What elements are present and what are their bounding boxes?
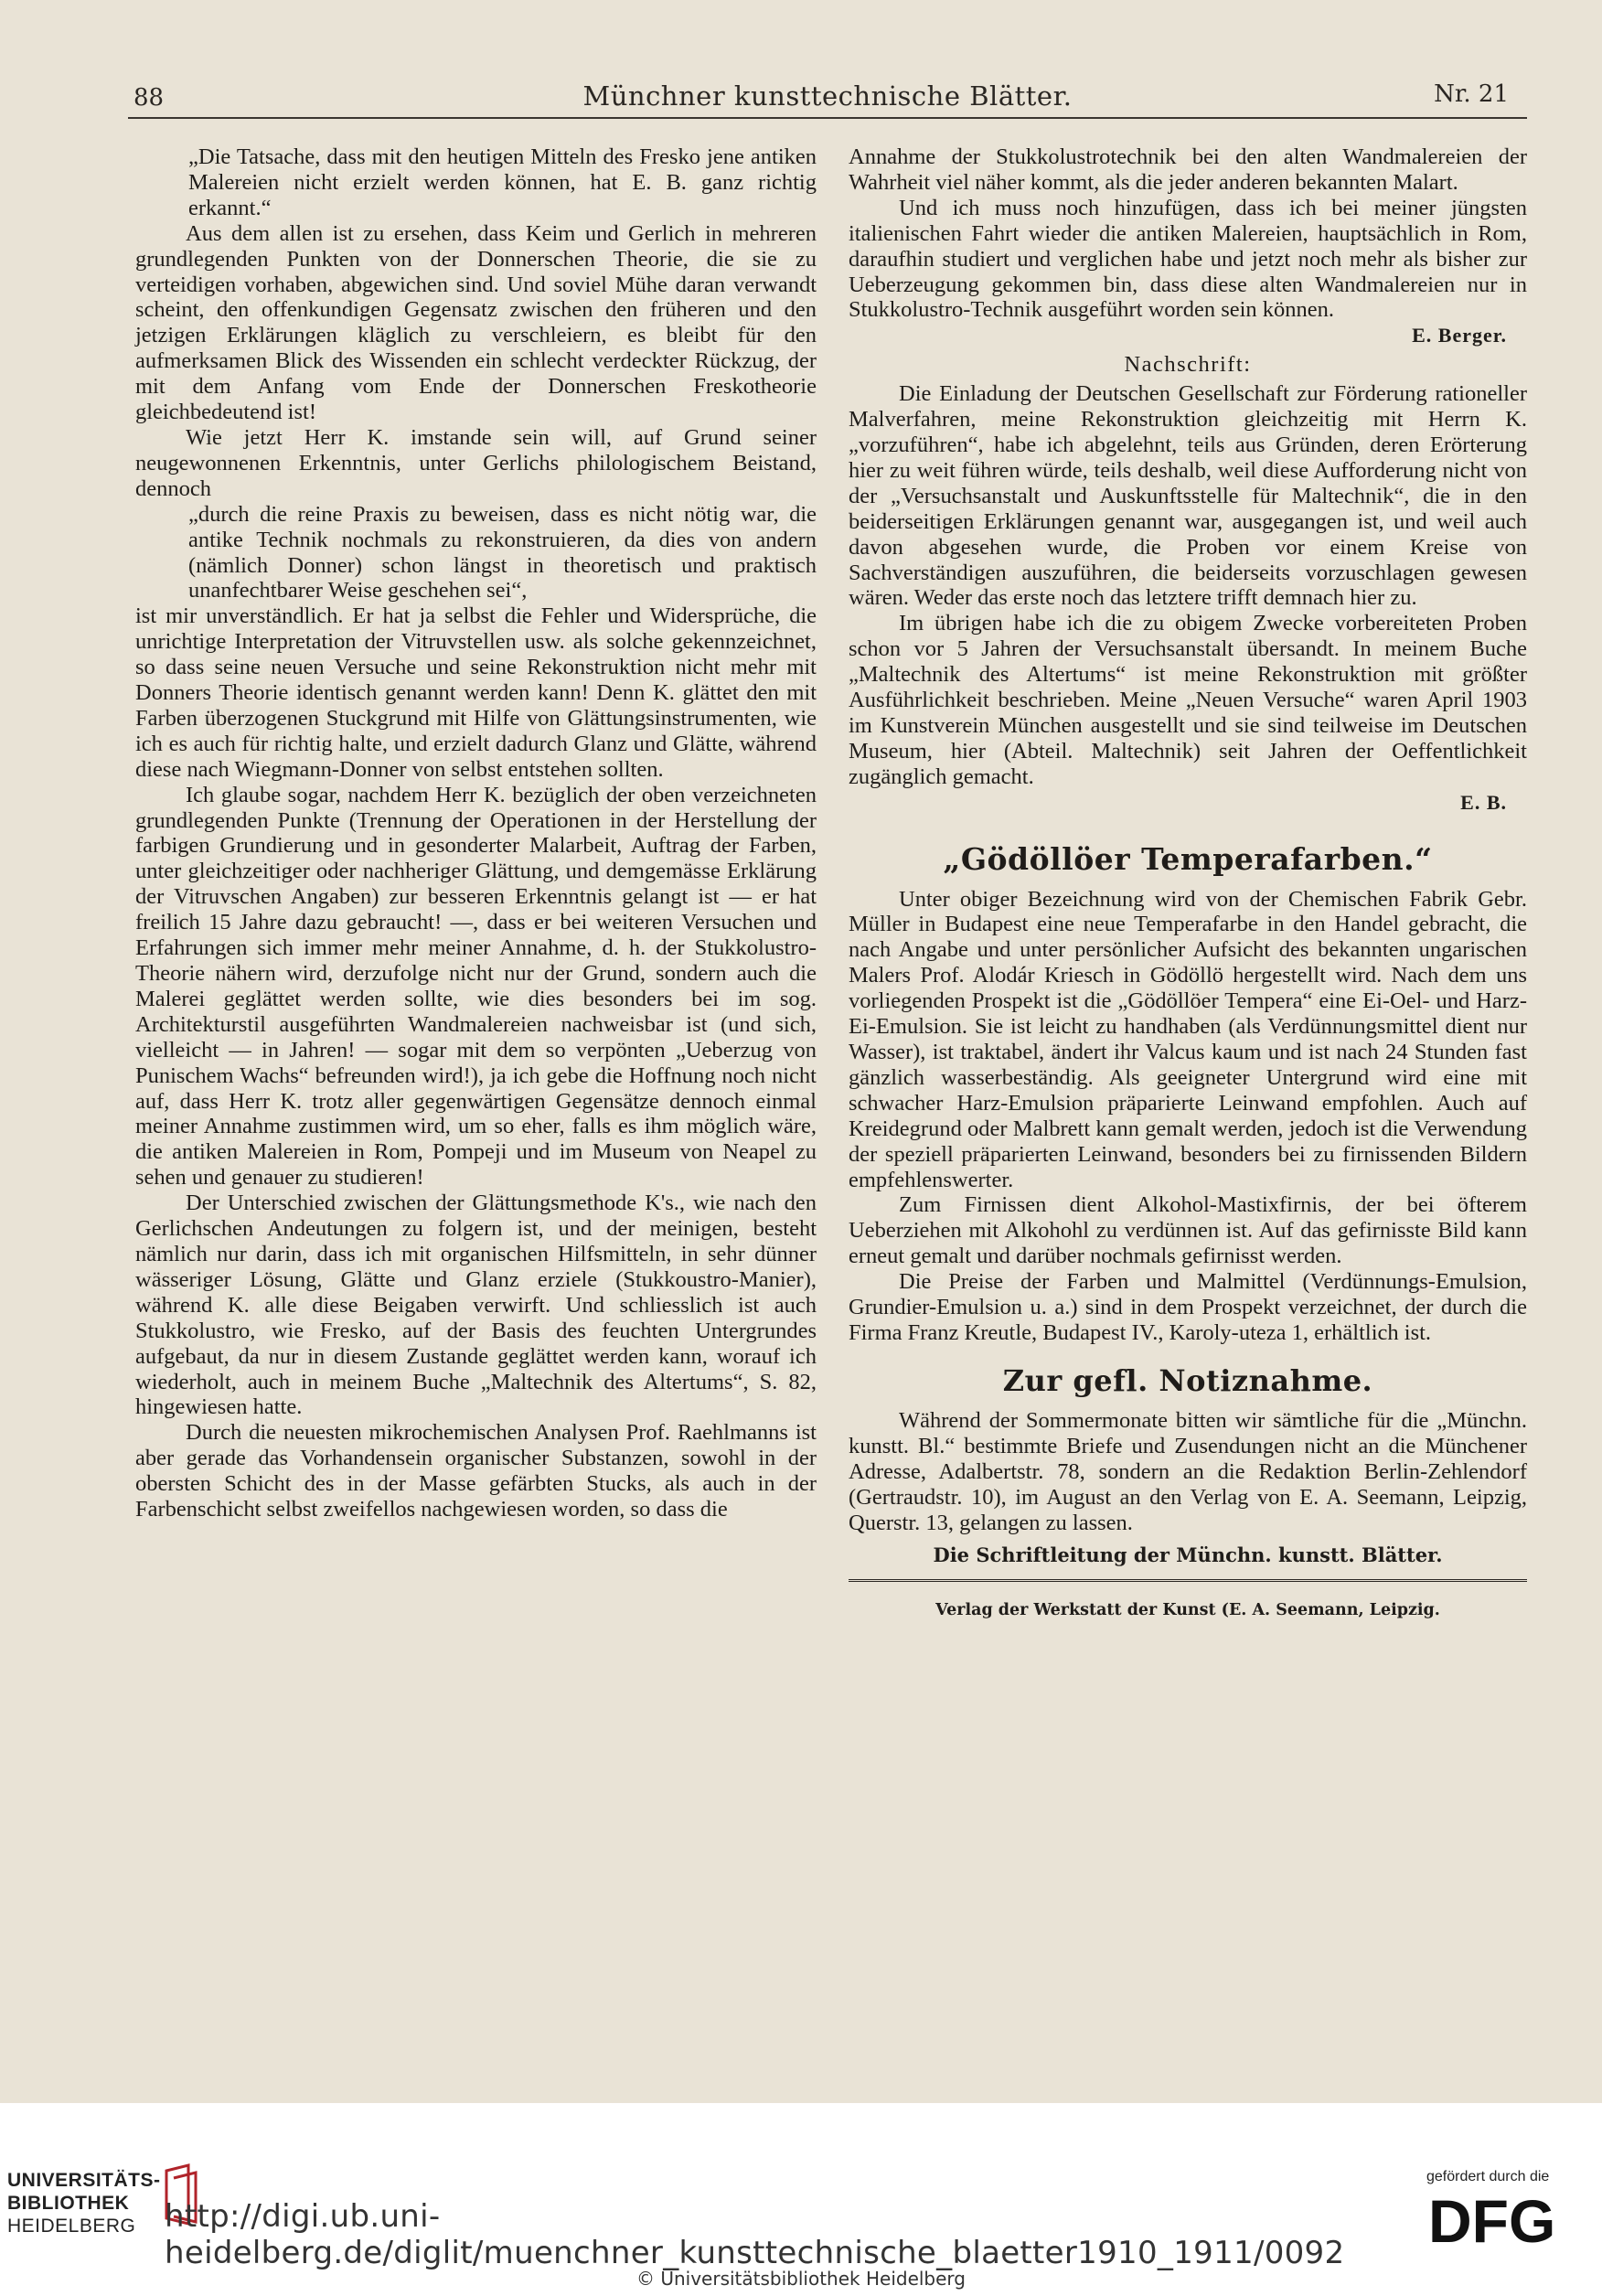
paragraph: Die Einladung der Deutschen Gesellschaft zur Förderung rationeller Malverfahren, meine Rekonstruktion gleichzeitig mit Herrn K. „vorzuführen“, habe ich abgelehnt, teils aus Gründen, deren Erörterung hier zu weit führen würde, teils deshalb, weil diese Aufforderung nicht von der „Versuchsanstalt und Auskunftsstelle für Maltechnik“, die in den beiderseitigen Erklärungen genannt war, ausgegangen ist, und weil auch davon abgesehen wurde, die Proben vor einem Kreise von Sachverständigen auszuführen, die beiderseits vorzuschlagen gewesen wären. Weder das erste noch das letztere trifft demnach hier zu. [849, 381, 1527, 611]
paragraph: Die Preise der Farben und Malmittel (Verdünnungs-Emulsion, Grundier-Emulsion u. a.) sind in dem Prospekt verzeichnet, der durch die Firma Franz Kreutle, Budapest IV., Karoly-uteza 1, erhältlich ist. [849, 1269, 1527, 1345]
library-name[interactable] [7, 2169, 161, 2237]
library-line-3: HEIDELBERG [7, 2216, 136, 2237]
page-content [128, 55, 1527, 2103]
library-line-1: UNIVERSITÄTS- [7, 2170, 161, 2191]
paragraph: Der Unterschied zwischen der Glättungsmethode K's., wie nach den Gerlichschen Andeutungen zu folgern ist, und der meinigen, besteht nämlich nur darin, dass ich mit organischen Hilfsmitteln, in sehr dünner wässeriger Lösung, Glätte und Glanz erziele (Stukkoustro-Manier), während K. alle diese Beigaben verwirft. Und schliesslich ist auch Stukkolustro, wie Fresko, auf der Basis des feuchten Untergrundes aufgebaut, da nur in diesem Zustande geglättet werden kann, worauf ich wiederholt, auch in meinem Buche „Maltechnik des Altertums“, S. 82, hingewiesen hatte. [135, 1191, 817, 1420]
journal-title: Münchner kunsttechnische Blätter. [582, 80, 1073, 112]
issue-number: Nr. 21 [1434, 80, 1509, 108]
editorial-signature: Die Schriftleitung der Münchn. kunstt. Blätter. [849, 1543, 1527, 1582]
signature-e-berger: E. Berger. [1412, 324, 1507, 347]
dfg-funding[interactable] [1426, 2169, 1582, 2255]
right-column [849, 144, 1527, 1624]
block-quote: „Die Tatsache, dass mit den heutigen Mitteln des Fresko jene antiken Malereien nicht erzielt werden können, hat E. B. ganz richtig erkannt.“ [188, 144, 817, 220]
continuation-text [849, 144, 1527, 323]
paragraph: Annahme der Stukkolustrotechnik bei den alten Wandmalereien der Wahrheit viel näher kommt, als die jeder anderen bekannten Malart. [849, 144, 1527, 195]
section-title-notiznahme: Zur gefl. Notiznahme. [1002, 1362, 1373, 1398]
postscript-text [849, 381, 1527, 790]
notiznahme-article [849, 1408, 1527, 1536]
running-head [128, 66, 1527, 119]
publisher-line: Verlag der Werkstatt der Kunst (E. A. Seemann, Leipzig. [935, 1601, 1440, 1620]
paragraph: Und ich muss noch hinzufügen, dass ich bei meiner jüngsten italienischen Fahrt wieder die antiken Malereien, hauptsächlich in Rom, daraufhin studiert und verglichen habe und jetzt noch mehr als bisher zur Ueberzeugung gekommen bin, dass diese alten Wandmalereien nur in Stukkolustro-Technik ausgeführt worden sein können. [849, 195, 1527, 323]
viewer-footer [0, 2103, 1602, 2296]
dfg-logo-text: DFG [1428, 2187, 1556, 2251]
goedoelloeer-article [849, 887, 1527, 1346]
paragraph: Aus dem allen ist zu ersehen, dass Keim und Gerlich in mehreren grundlegenden Punkten von der Donnerschen Theorie, die sie zu verteidigen vorhaben, abgewichen sind. Und soviel Mühe daran verwandt scheint, den offenkundigen Gegensatz zwischen den früheren und den jetzigen Erklärungen kläglich zu verschleiern, es bleibt für den aufmerksamen Blick des Wissenden ein schlecht verdeckter Rückzug, der mit dem Anfang vom Ende der Donnerschen Freskotheorie gleichbedeutend ist! [135, 220, 817, 425]
block-quote: „durch die reine Praxis zu beweisen, dass es nicht nötig war, die antike Technik nochmals zu rekonstruieren, da dies von andern (nämlich Donner) schon längst in theoretisch und praktisch unanfechtbarer Weise geschehen sei“, [188, 501, 817, 603]
paragraph: Im übrigen habe ich die zu obigem Zwecke vorbereiteten Proben schon vor 5 Jahren der Versuchsanstalt übersandt. In meinem Buche „Maltechnik des Altertums“ ist meine Rekonstruktion mit größter Ausführlichkeit beschrieben. Meine „Neuen Versuche“ waren April 1903 im Kunstverein München ausgestellt und sie sind teilweise im Deutschen Museum, hier (Abteil. Maltechnik) seit Jahren der Oeffentlichkeit zugänglich gemacht. [849, 611, 1527, 789]
paragraph: Während der Sommermonate bitten wir sämtliche für die „Münchn. kunstt. Bl.“ bestimmte Briefe und Zusendungen nicht an die Münchener Adresse, Adalbertstr. 78, sondern an die Redaktion Berlin-Zehlendorf (Gertraudstr. 10), im August an den Verlag von E. A. Seemann, Leipzig, Querstr. 13, gelangen zu lassen. [849, 1407, 1527, 1535]
section-title-goedoelloeer: „Gödöllöer Temperafarben.“ [943, 840, 1433, 877]
postscript-heading: Nachschrift: [1124, 352, 1252, 378]
dfg-logo [1426, 2187, 1582, 2255]
paragraph: Zum Firnissen dient Alkohol-Mastixfirnis, der bei öfterem Ueberziehen mit Alkohohl zu verdünnen ist. Auf das gefirnisste Bild kann erneut gemalt und darüber nochmals gefirnisst werden. [849, 1192, 1527, 1269]
copyright-notice: © Universitätsbibliothek Heidelberg [635, 2268, 966, 2290]
paragraph: Durch die neuesten mikrochemischen Analysen Prof. Raehlmanns ist aber gerade das Vorhandensein organischer Substanzen, sowohl in der obersten Schicht des in der Masse gefärbten Stucks, als auch in der Farbenschicht selbst zweifellos nachgewiesen worden, so dass die [135, 1420, 817, 1522]
paragraph: Ich glaube sogar, nachdem Herr K. bezüglich der oben verzeichneten grundlegenden Punkte (Trennung der Operationen in der Herstellung der farbigen Grundierung und in gesonderter Malarbeit, Auftrag der Farben, unter gleichzeitiger oder nachheriger Glättung, und demgemässe Erklärung der Vitruvschen Angaben) zur besseren Erkenntnis gelangt ist — er hat freilich 15 Jahre dazu gebraucht! —, dass er bei weiteren Versuchen und Erfahrungen sich immer mehr meiner Annahme, d. h. der Stukkolustro-Theorie nähern wird, derzufolge nicht nur der Grund, sondern auch die Malerei geglättet werden sollte, wie dies besonders bei im sog. Architekturstil ausgeführten Wandmalereien nachweisbar ist (und sich, vielleicht — in Jahren! — sogar mit dem so verpönten „Ueberzug von Punischem Wachs“ befreunden wird!), ja ich gebe die Hoffnung noch nicht auf, dass Herr K. trotz aller gegenwärtigen Gegensätze dennoch einmal meiner Annahme zustimmen wird, um so eher, falls es ihm möglich wäre, die antiken Malereien in Rom, Pompeji und im Museum von Neapel zu sehen und genauer zu studieren! [135, 782, 817, 1191]
page-number: 88 [134, 84, 165, 112]
funded-by-label: gefördert durch die [1426, 2169, 1550, 2184]
permalink-url[interactable]: http://digi.ub.uni-heidelberg.de/diglit/muenchner_kunsttechnische_blaetter1910_1911/0092 [165, 2198, 1345, 2271]
left-column [135, 144, 817, 1522]
paragraph: ist mir unverständlich. Er hat ja selbst die Fehler und Widersprüche, die unrichtige Interpretation der Vitruvstellen usw. als solche gekennzeichnet, so dass seine neuen Versuche und seine Rekonstruktion nicht mehr mit Donners Theorie identisch genannt werden kann! Denn K. glättet den mit Farben überzogenen Stuckgrund mit Hilfe von Glättungsinstrumenten, wie ich es auch für richtig halte, und erzielt dadurch Glanz und Glätte, während diese nach Wiegmann-Donner von selbst entstehen sollten. [135, 603, 817, 782]
paragraph: Wie jetzt Herr K. imstande sein will, auf Grund seiner neugewonnenen Erkenntnis, unter Gerlichs philologischem Beistand, dennoch [135, 424, 817, 501]
signature-e-b: E. B. [1460, 790, 1507, 814]
library-line-2: BIBLIOTHEK [7, 2193, 130, 2214]
paragraph: Unter obiger Bezeichnung wird von der Chemischen Fabrik Gebr. Müller in Budapest eine neue Temperafarbe in den Handel gebracht, die nach Angabe und unter persönlicher Aufsicht des bekannten ungarischen Malers Prof. Alodár Kriesch in Gödöllö hergestellt wird. Nach dem uns vorliegenden Prospekt ist die „Gödöllöer Tempera“ eine Ei-Oel- und Harz-Ei-Emulsion. Sie ist leicht zu handhaben (als Verdünnungsmittel dient nur Wasser), ist traktabel, ändert ihr Valcus kaum und ist nach 24 Stunden fast gänzlich wasserbeständig. Als geeigneter Untergrund wird eine mit schwacher Harz-Emulsion präparierte Leinwand empfohlen. Auch auf Kreidegrund oder Malbrett kann gemalt werden, jedoch ist die Verwendung der speziell präparierten Leinwand, besonders bei zu firnissenden Bildern empfehlenswerter. [849, 886, 1527, 1192]
